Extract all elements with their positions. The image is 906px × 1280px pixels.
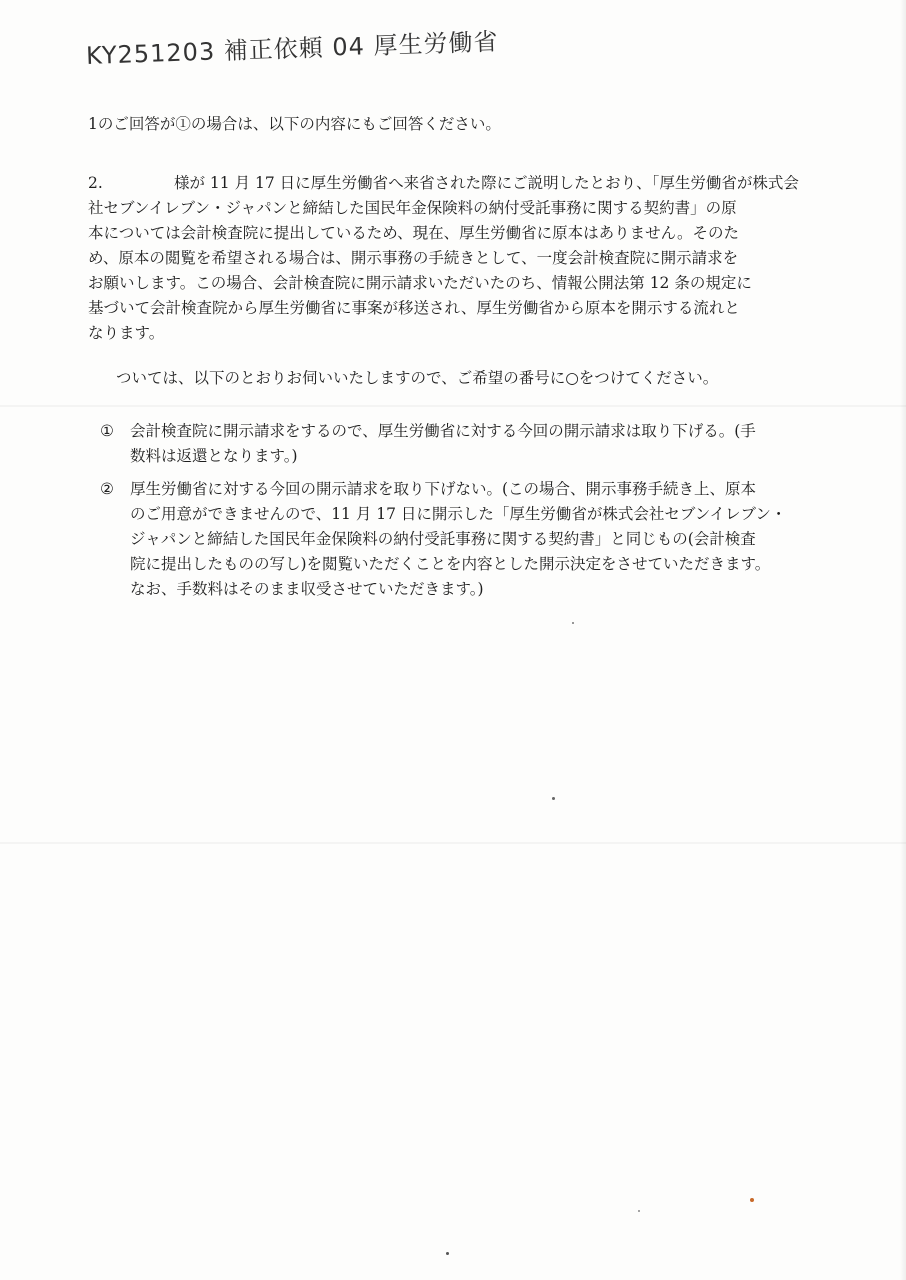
paper-speck: [750, 1198, 754, 1202]
section-2-line: 様が 11 月 17 日に厚生労働省へ来省された際にご説明したとおり、「厚生労働省が株式会: [174, 174, 799, 192]
section-2-line: なります。: [88, 324, 165, 342]
option-line: 院に提出したものの写し)を閲覧いただくことを内容とした開示決定をさせていただきます。: [130, 555, 771, 573]
option-marker: ①: [100, 422, 114, 440]
option-2[interactable]: [100, 477, 786, 602]
option-line: のご用意ができませんので、11 月 17 日に開示した「厚生労働省が株式会社セブンイレブン・: [130, 505, 787, 523]
option-line: 厚生労働省に対する今回の開示請求を取り下げない。(この場合、開示事務手続き上、原本: [130, 480, 757, 498]
section-2-line: 基づいて会計検査院から厚生労働省に事案が移送され、厚生労働省から原本を開示する流れと: [88, 299, 740, 317]
option-line: なお、手数料はそのまま収受させていただきます。): [130, 580, 484, 598]
paper-fold-line: [0, 405, 906, 407]
paper-speck: [638, 1210, 640, 1212]
handwritten-header: KY251203 補正依頼 04 厚生労働省: [85, 27, 499, 70]
option-marker: ②: [100, 480, 114, 498]
instruction-text: ついては、以下のとおりお伺いいたしますので、ご希望の番号に○をつけてください。: [116, 369, 719, 387]
paper-speck: [552, 797, 555, 800]
section-2-line: め、原本の閲覧を希望される場合は、開示事務の手続きとして、一度会計検査院に開示請求を: [88, 249, 739, 267]
section-number: 2.: [88, 174, 103, 192]
paper-fold-line: [0, 842, 906, 844]
paper-edge-shadow: [900, 0, 906, 1280]
option-line: 数料は返還となります。): [130, 447, 298, 465]
option-line: ジャパンと締結した国民年金保険料の納付受託事務に関する契約書」と同じもの(会計検査: [130, 530, 756, 548]
section-2-line: 社セブンイレブン・ジャパンと締結した国民年金保険料の納付受託事務に関する契約書」の原: [88, 199, 737, 217]
section-2-line: 本については会計検査院に提出しているため、現在、厚生労働省に原本はありません。そのた: [88, 224, 740, 242]
option-1[interactable]: [100, 419, 756, 469]
intro-text: 1のご回答が①の場合は、以下の内容にもご回答ください。: [88, 115, 501, 133]
option-line: 会計検査院に開示請求をするので、厚生労働省に対する今回の開示請求は取り下げる。(手: [130, 422, 756, 440]
section-2: [88, 171, 799, 346]
paper-speck: [446, 1252, 449, 1255]
paper-speck: [572, 622, 574, 624]
section-2-line: お願いします。この場合、会計検査院に開示請求いただいたのち、情報公開法第 12 条の規定に: [88, 274, 752, 292]
